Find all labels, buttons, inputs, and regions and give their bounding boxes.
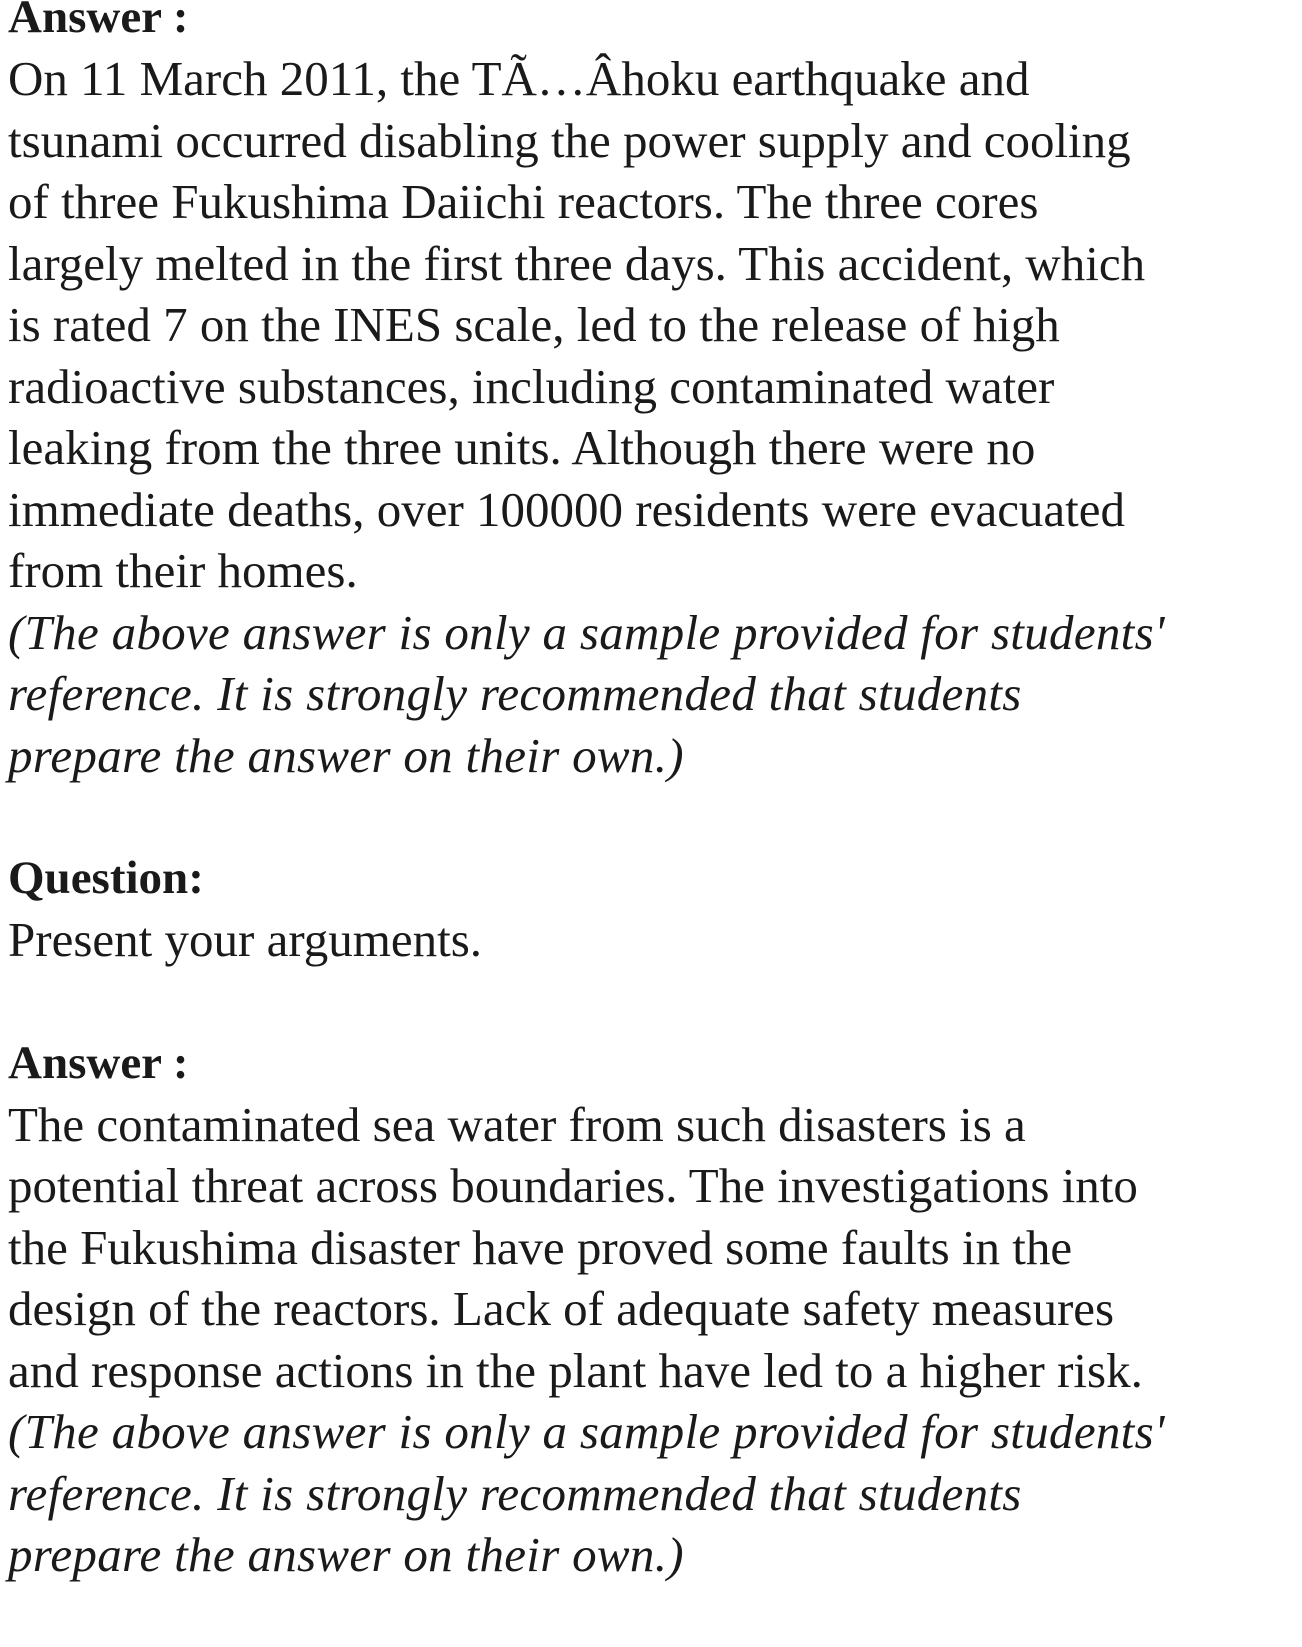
answer-text-line: potential threat across boundaries. The investigations into — [8, 1158, 1138, 1213]
answer-block-2 — [8, 1032, 1298, 1586]
answer-text-line: On 11 March 2011, the TÃ…Âhoku earthquake and — [8, 51, 1030, 106]
sample-note-line: prepare the answer on their own.) — [8, 727, 684, 783]
sample-note-line: prepare the answer on their own.) — [8, 1527, 684, 1582]
answer-text-line: radioactive substances, including contaminated water — [8, 358, 1055, 414]
question-text-line: Present your arguments. — [8, 912, 483, 967]
answer-text-line: of three Fukushima Daiichi reactors. The three cores — [8, 174, 1039, 229]
question-block — [8, 847, 1298, 971]
sample-note-line: (The above answer is only a sample provided for students' — [8, 604, 1165, 660]
sample-note-line: reference. It is strongly recommended that students — [8, 1465, 1022, 1521]
answer-text-line: immediate deaths, over 100000 residents were evacuated — [8, 481, 1126, 537]
answer-text-line: design of the reactors. Lack of adequate safety measures — [8, 1281, 1115, 1336]
answer-text-line: and response actions in the plant have led to a higher risk. — [8, 1342, 1143, 1398]
answer-heading: Answer : — [8, 0, 189, 43]
section-spacer — [8, 786, 1298, 847]
sample-note-line: reference. It is strongly recommended that students — [8, 666, 1022, 721]
section-spacer — [8, 971, 1298, 1032]
document-page — [8, 0, 1298, 1586]
question-heading: Question: — [8, 852, 204, 904]
answer-text-line: the Fukushima disaster have proved some faults in the — [8, 1219, 1073, 1275]
answer-heading: Answer : — [8, 1036, 189, 1089]
answer-text-line: largely melted in the first three days. This accident, which — [8, 235, 1146, 291]
answer-text-line: tsunami occurred disabling the power supply and cooling — [8, 112, 1131, 168]
answer-text-line: from their homes. — [8, 543, 358, 598]
answer-text-line: leaking from the three units. Although there were no — [8, 420, 1036, 475]
answer-text-line: The contaminated sea water from such disasters is a — [8, 1096, 1026, 1152]
sample-note-line: (The above answer is only a sample provided for students' — [8, 1404, 1165, 1459]
answer-text-line: is rated 7 on the INES scale, led to the release of high — [8, 297, 1060, 352]
answer-block-1 — [8, 0, 1298, 786]
